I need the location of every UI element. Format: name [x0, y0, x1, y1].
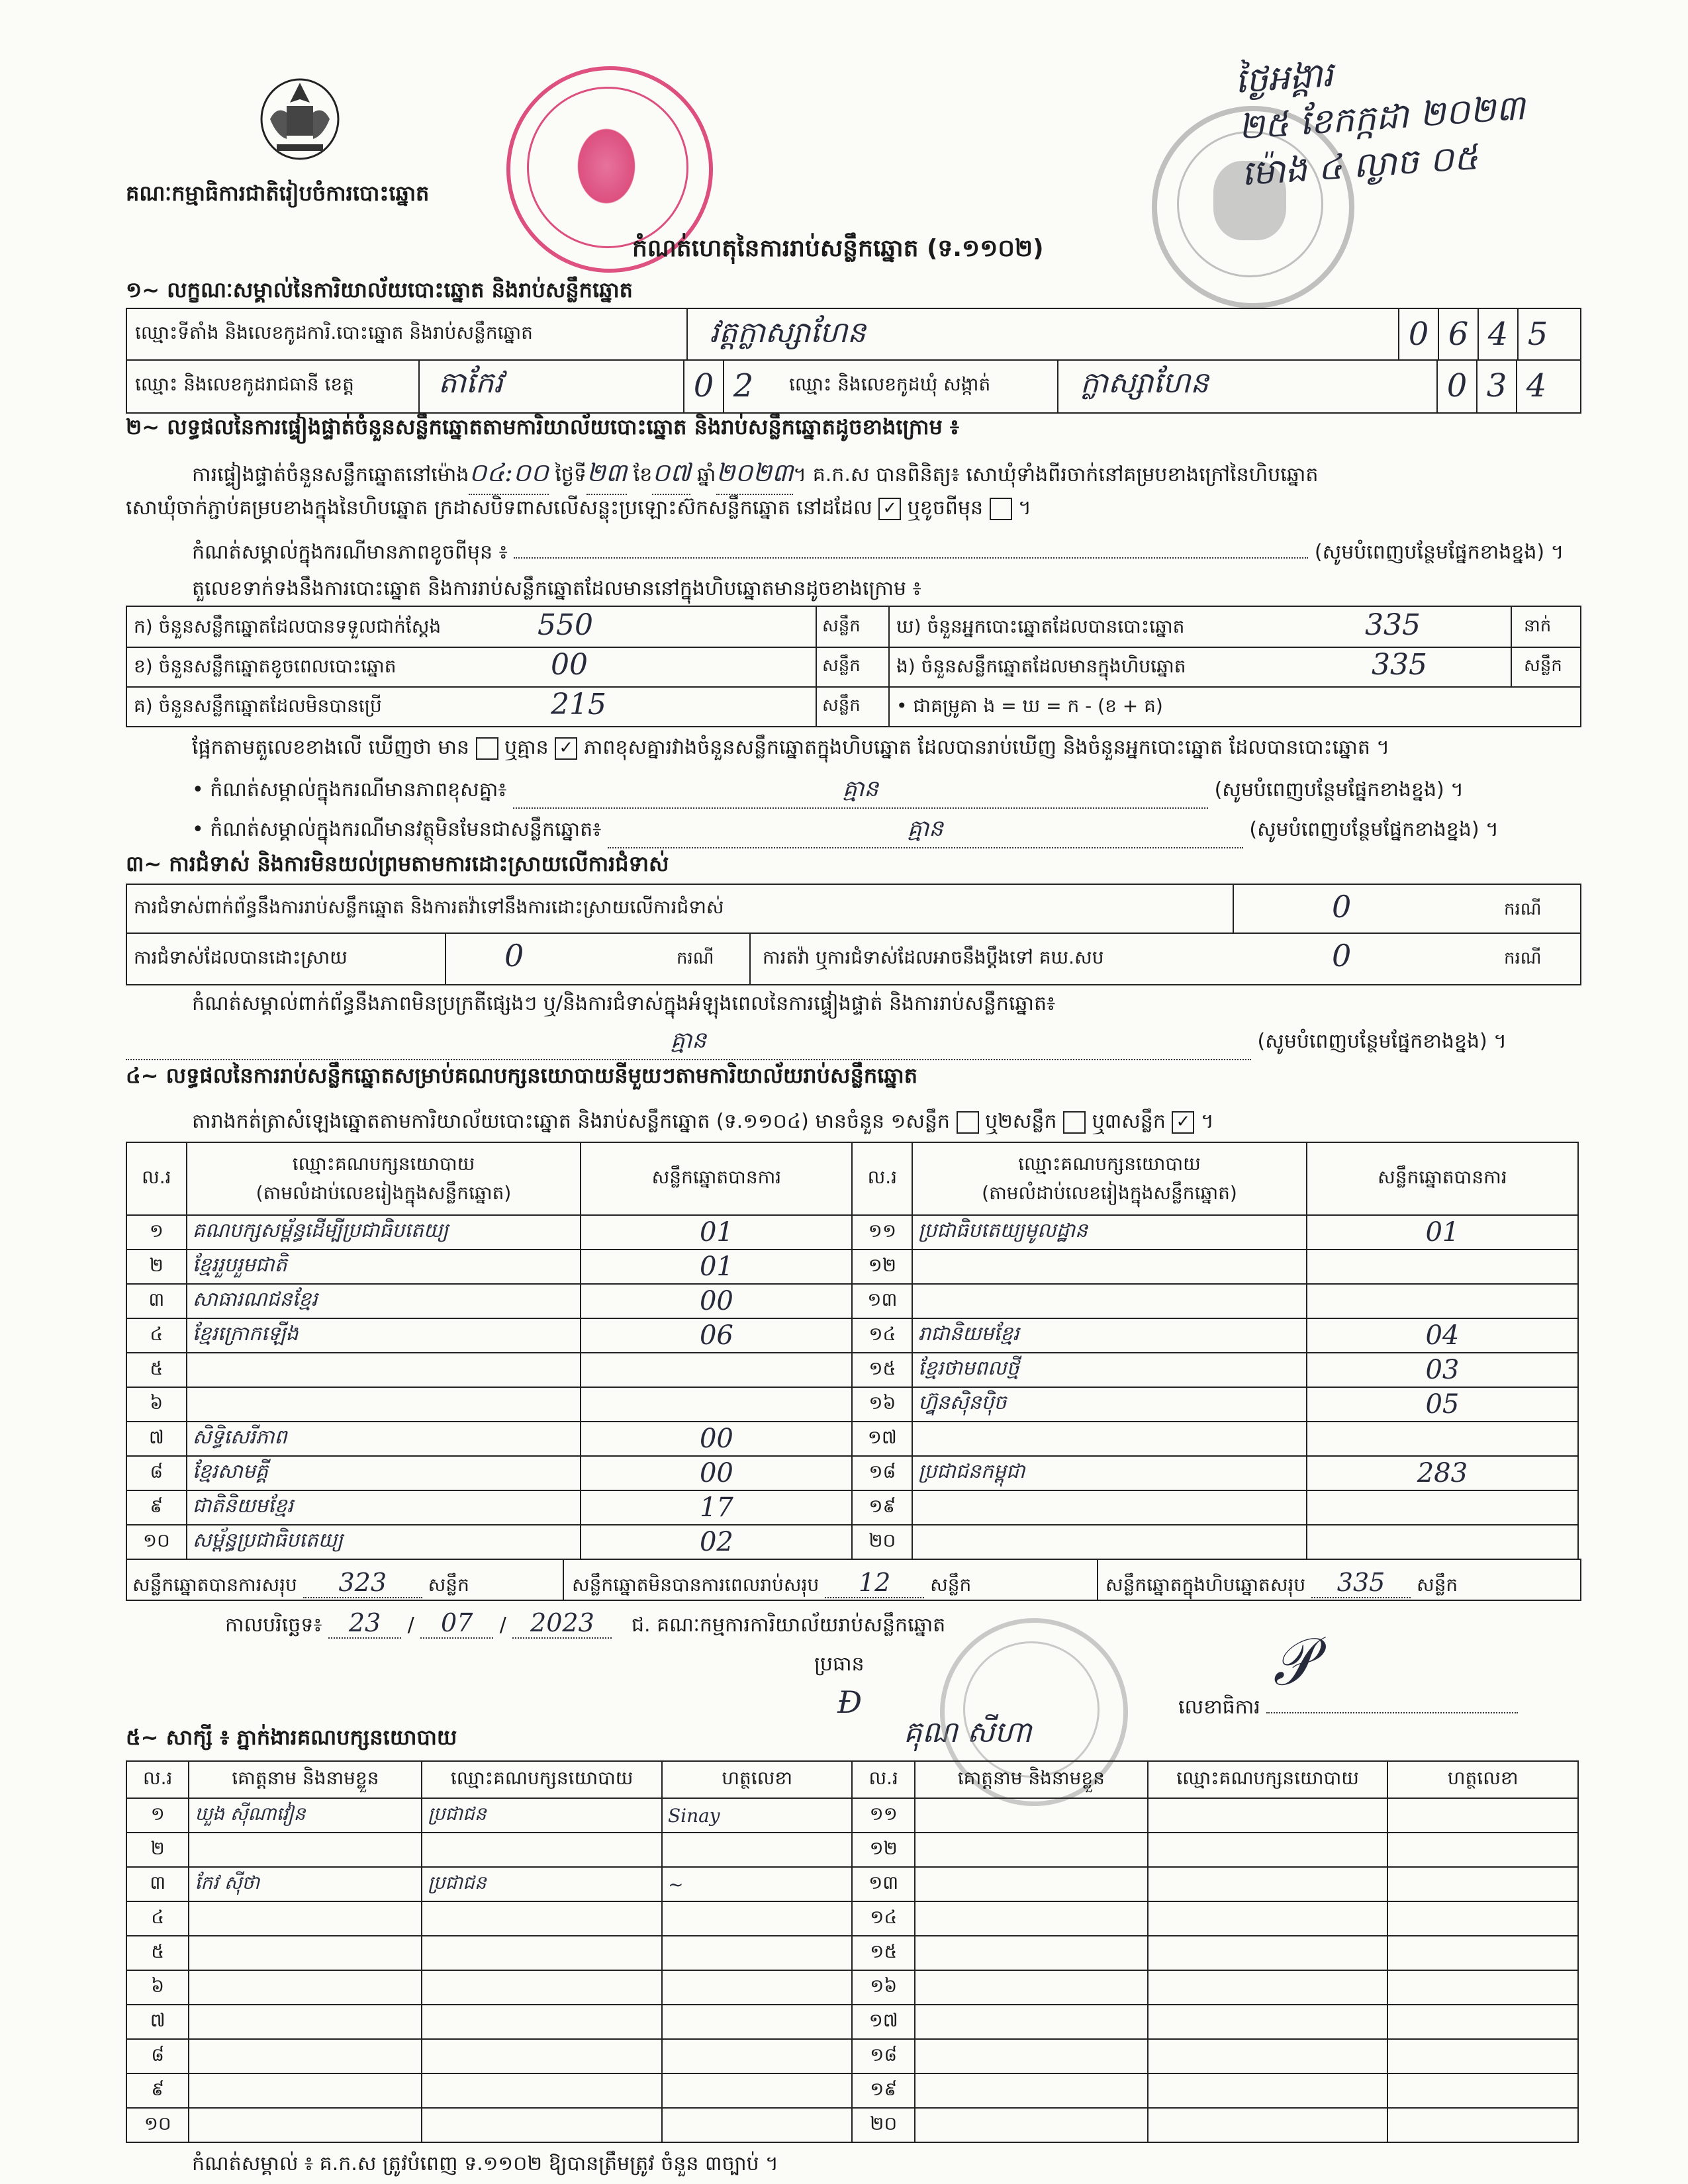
- time-value: ០៤:០០: [469, 457, 548, 495]
- col-party-left: ឈ្មោះគណបក្សនយោបាយ (តាមលំដាប់លេខរៀងក្នុងសន្លឹកឆ្នោត): [187, 1142, 581, 1215]
- one-sheet-checkbox[interactable]: [957, 1111, 979, 1134]
- witness-row: ៧ ១៧: [126, 2005, 1578, 2039]
- witness-row: ៤ ១៤: [126, 1901, 1578, 1936]
- president-label: ប្រធាន: [814, 1653, 865, 1676]
- unused-unit: សន្លឹក: [822, 696, 861, 715]
- appeal-value: 0: [1332, 938, 1352, 974]
- section1-box: [126, 308, 1581, 414]
- section5-title: ៥~ សាក្សី ៖ ភ្នាក់ងារគណបក្សនយោបាយ: [126, 1725, 457, 1750]
- commission-name: គណៈកម្មាធិការជាតិរៀបចំការបោះឆ្នោត: [126, 181, 430, 206]
- col-votes-right: សន្លឹកឆ្នោតបានការ: [1307, 1142, 1578, 1215]
- section2-title: ២~ លទ្ធផលនៃការផ្ទៀងផ្ទាត់ចំនួនសន្លឹកឆ្នោតតាមការិយាល័យបោះឆ្នោត និងរាប់សន្លឹកឆ្នោតដូចខាងក្រោម ៖: [126, 414, 959, 439]
- diff-note-line: • កំណត់សម្គាល់ក្នុងករណីមានភាពខុសគ្នា៖ គ្មាន (សូមបំពេញបន្ថែមផ្នែកខាងខ្នង) ។: [192, 774, 1575, 809]
- section4-title: ៤~ លទ្ធផលនៃការរាប់សន្លឹកឆ្នោតសម្រាប់គណបក្សនយោបាយនីមួយៗតាមការិយាល័យរាប់សន្លឹកឆ្នោត: [126, 1063, 918, 1088]
- secretary-line: លេខាធិការ: [1178, 1694, 1518, 1723]
- no-difference-checkbox[interactable]: ✓: [555, 737, 577, 760]
- section3-title: ៣~ ការជំទាស់ និងការមិនយល់ព្រមតាមការដោះស្រាយលើការជំទាស់: [126, 851, 669, 876]
- irregularity-note-line: គ្មាន (សូមបំពេញបន្ថែមផ្នែកខាងខ្នង) ។: [126, 1026, 1579, 1060]
- counts-intro: តួលេខទាក់ទងនឹងការបោះឆ្នោត និងការរាប់សន្លឹកឆ្នោតដែលមាននៅក្នុងហិបឆ្នោតមានដូចខាងក្រោម ៖: [192, 577, 921, 600]
- objections-label: ការជំទាស់ពាក់ព័ន្ធនឹងការរាប់សន្លឹកឆ្នោត និងការតវ៉ាទៅនឹងការដោះស្រាយលើការជំទាស់: [134, 896, 724, 918]
- intact-checkbox[interactable]: ✓: [878, 498, 901, 520]
- national-emblem-logo: [257, 66, 343, 165]
- totals-row: [126, 1559, 1581, 1601]
- col-no-right: ល.រ: [852, 1142, 912, 1215]
- spoiled-label: ខ) ចំនួនសន្លឹកឆ្នោតខូចពេលបោះឆ្នោត: [134, 655, 397, 677]
- party-results-table: [126, 1142, 1579, 1560]
- resolved-label: ការជំទាស់ដែលបានដោះស្រាយ: [134, 946, 348, 968]
- month-value: ០៧: [652, 457, 690, 495]
- corner-line-2: ២៥ ខែកក្កដា ២០២៣: [1237, 87, 1526, 148]
- table-row: ៥ ១៥ ខ្មែរថាមពលថ្មី 03: [126, 1353, 1578, 1387]
- table-row: ៩ ជាតិនិយមខ្មែរ 17 ១៩: [126, 1490, 1578, 1525]
- table-row: ១ គណបក្សសម្ព័ន្ធដើម្បីប្រជាធិបតេយ្យ 01 ១១ ប្រជាធិបតេយ្យមូលដ្ឋាន 01: [126, 1215, 1578, 1250]
- objections-value: 0: [1332, 889, 1352, 925]
- day-value: ២៣: [586, 457, 627, 495]
- witness-row: ៦ ១៦: [126, 1970, 1578, 2005]
- table-row: ៧ សិទ្ធិសេរីភាព 00 ១៧: [126, 1422, 1578, 1456]
- resolved-value: 0: [504, 938, 524, 974]
- difference-line: ផ្អែកតាមតួលេខខាងលើ ឃើញថា មាន ឬគ្មាន ✓ ភាពខុសគ្នារវាងចំនួនសន្លឹកឆ្នោតក្នុងហិបឆ្នោត ដែលបានរាប់ឃើញ និងចំនួនអ្នកបោះឆ្នោត ដែលបានបោះឆ្នោត ។: [192, 736, 1390, 759]
- witness-table: ល.រ គោត្តនាម និងនាមខ្លួន ឈ្មោះគណបក្សនយោបាយ ហត្ថលេខា ល.រ គោត្តនាម និងនាមខ្លួន ឈ្មោះគណបក្សនយោបាយ ហត្ថលេខា ១ ឃួង ស៊ីណាវៀន ប្រជាជន Sinay ១១ ២ ១២ ៣ កែវ ស៊ីថា ប្រជាជន ~ ១៣ ៤ ១៤ ៥ ១៥ ៦ ១៦ ៧ ១៧ ៨ ១៨ ៩ ១៩ ១០ ២០: [126, 1760, 1579, 2143]
- received-unit: សន្លឹក: [822, 616, 861, 636]
- witness-row: ៨ ១៨: [126, 2039, 1578, 2073]
- date-line: កាលបរិច្ឆេទ៖ 23 / 07 / 2023 ជ. គណៈកម្មការការិយាល័យរាប់សន្លឹកឆ្នោត: [225, 1608, 946, 1637]
- table-row: ៦ ១៦ ហ្វ៊ុនស៊ិនប៉ិច 05: [126, 1387, 1578, 1422]
- province-value: តាកែវ: [438, 366, 503, 400]
- resolved-unit: ករណី: [677, 948, 714, 968]
- verification-line-2: សោឃុំចាក់ភ្ជាប់គម្របខាងក្នុងនៃហិបឆ្នោត ក្រដាសបិទពាសលើសន្លុះប្រឡោះស៊កសន្លឹកឆ្នោត នៅដដែល ✓ ឬខូចពីមុន ។: [126, 496, 1031, 520]
- witness-row: ១ ឃួង ស៊ីណាវៀន ប្រជាជន Sinay ១១: [126, 1798, 1578, 1833]
- witness-row: ១០ ២០: [126, 2108, 1578, 2142]
- ballots-in-box-unit: សន្លឹក: [1524, 656, 1562, 676]
- appeal-unit: ករណី: [1504, 948, 1542, 968]
- col-no-left: ល.រ: [126, 1142, 187, 1215]
- commune-label: ឈ្មោះ និងលេខកូដឃុំ សង្កាត់: [789, 373, 991, 395]
- objections-table: [126, 884, 1581, 985]
- unused-value: 215: [551, 688, 606, 721]
- president-name: គុណ សីហា: [904, 1715, 1032, 1749]
- total-in-box: សន្លឹកឆ្នោតក្នុងហិបឆ្នោតសរុប 335 សន្លឹក: [1105, 1568, 1458, 1597]
- ballots-in-box-label: ង) ចំនួនសន្លឹកឆ្នោតដែលមានក្នុងហិបឆ្នោត: [896, 655, 1186, 677]
- has-difference-checkbox[interactable]: [476, 737, 498, 760]
- table-row: ៨ ខ្មែរសាមគ្គី 00 ១៨ ប្រជាជនកម្ពុជា 283: [126, 1456, 1578, 1490]
- received-label: ក) ចំនួនសន្លឹកឆ្នោតដែលបានទទួលជាក់ស្តែង: [134, 615, 442, 637]
- voters-label: ឃ) ចំនួនអ្នកបោះឆ្នោតដែលបានបោះឆ្នោត: [896, 615, 1185, 637]
- commune-code: 0 3 4: [1436, 359, 1556, 412]
- voters-unit: នាក់: [1524, 616, 1552, 636]
- total-invalid: សន្លឹកឆ្នោតមិនបានការពេលរាប់សរុប 12 សន្លឹក: [572, 1568, 972, 1597]
- witness-row: ២ ១២: [126, 1833, 1578, 1867]
- station-name-value: វត្តក្លាស្សាហែន: [710, 316, 866, 349]
- invalid-object-note-line: • កំណត់សម្គាល់ក្នុងករណីមានវត្ថុមិនមែនជាសន្លឹកឆ្នោត៖ គ្មាន (សូមបំពេញបន្ថែមផ្នែកខាងខ្នង) ។: [192, 814, 1575, 848]
- president-signature: Ð: [837, 1684, 863, 1720]
- spoiled-value: 00: [551, 648, 588, 682]
- counts-table: [126, 606, 1581, 727]
- formula-text: • ជាគម្រូគា ង = ឃ = ក - (ខ + គ): [896, 695, 1163, 717]
- appeal-label: ការតវ៉ា ឬការជំទាស់ដែលអាចនឹងប្តឹងទៅ គឃ.សប: [763, 946, 1104, 968]
- irregularity-note: កំណត់សម្គាល់ពាក់ព័ន្ធនឹងភាពមិនប្រក្រតីផ្សេងៗ ឬ/និងការជំទាស់ក្នុងអំឡុងពេលនៃការផ្ទៀងផ្ទាត់ និងការរាប់សន្លឹកឆ្នោត៖: [192, 992, 1056, 1015]
- two-sheet-checkbox[interactable]: [1063, 1111, 1086, 1134]
- commune-value: ក្លាស្សាហែន: [1080, 366, 1209, 400]
- station-label: ឈ្មោះទីតាំង និងលេខកូដការិ.បោះឆ្នោត និងរាប់សន្លឹកឆ្នោត: [135, 322, 533, 343]
- tally-sheets-line: តារាងកត់ត្រាសំឡេងឆ្នោតតាមការិយាល័យបោះឆ្នោត និងរាប់សន្លឹកឆ្នោត (ទ.១១០៤) មានចំនួន ១សន្លឹក ឬ២សន្លឹក ឬ៣សន្លឹក ✓ ។: [192, 1110, 1214, 1133]
- witness-row: ៣ កែវ ស៊ីថា ប្រជាជន ~ ១៣: [126, 1867, 1578, 1901]
- station-code: 0 6 4 5: [1398, 309, 1557, 359]
- table-row: ៣ សាធារណជនខ្មែរ 00 ១៣: [126, 1284, 1578, 1318]
- ballots-in-box-value: 335: [1372, 648, 1427, 682]
- objections-unit: ករណី: [1504, 899, 1542, 919]
- table-row: ២ ខ្មែររួបរួមជាតិ 01 ១២: [126, 1250, 1578, 1284]
- province-code: 0 2: [683, 359, 765, 412]
- unused-label: គ) ចំនួនសន្លឹកឆ្នោតដែលមិនបានប្រើ: [134, 695, 382, 717]
- verification-line-1: ការផ្ទៀងផ្ទាត់ចំនួនសន្លឹកឆ្នោតនៅម៉ោង០៤:០០ ថ្ងៃទី២៣ ខែ០៧ ឆ្នាំ២០២៣។ គ.ក.ស បានពិនិត្យ៖ សោឃុំទាំងពីរចាក់នៅគម្របខាងក្រៅនៃហិបឆ្នោត: [192, 457, 1318, 495]
- witness-row: ៥ ១៥: [126, 1936, 1578, 1970]
- corner-line-3: ម៉ោង ៤ ល្ងាច ០៥: [1240, 138, 1479, 194]
- total-valid: សន្លឹកឆ្នោតបានការសរុប 323 សន្លឹក: [132, 1568, 469, 1597]
- col-votes-left: សន្លឹកឆ្នោតបានការ: [581, 1142, 852, 1215]
- col-party-right: ឈ្មោះគណបក្សនយោបាយ (តាមលំដាប់លេខរៀងក្នុងសន្លឹកឆ្នោត): [912, 1142, 1307, 1215]
- witness-row: ៩ ១៩: [126, 2073, 1578, 2108]
- province-label: ឈ្មោះ និងលេខកូដរាជធានី ខេត្ត: [135, 373, 354, 395]
- table-row: ៤ ខ្មែរក្រោកឡើង 06 ១៤ រាជានិយមខ្មែរ 04: [126, 1318, 1578, 1353]
- footer-note: កំណត់សម្គាល់ ៖ គ.ក.ស ត្រូវបំពេញ ទ.១១០២ ឱ្យបានត្រឹមត្រូវ ចំនួន ៣ច្បាប់ ។: [192, 2152, 778, 2175]
- table-row: ១០ សម្ព័ន្ធប្រជាធិបតេយ្យ 02 ២០: [126, 1525, 1578, 1559]
- damage-note-line: កំណត់សម្គាល់ក្នុងករណីមានភាពខូចពីមុន ៖ (សូមបំពេញបន្ថែមផ្នែកខាងខ្នង) ។: [192, 541, 1564, 564]
- form-title: កំណត់ហេតុនៃការរាប់សន្លឹកឆ្នោត (ទ.១១០២): [632, 235, 1044, 262]
- received-value: 550: [538, 608, 593, 642]
- handwritten-corner-note: [1233, 34, 1586, 197]
- three-sheet-checkbox[interactable]: ✓: [1172, 1111, 1194, 1134]
- voters-value: 335: [1365, 608, 1421, 642]
- spoiled-unit: សន្លឹក: [822, 656, 861, 676]
- damaged-checkbox[interactable]: [990, 498, 1012, 520]
- year-value: ២០២៣: [716, 457, 794, 495]
- corner-line-1: ថ្ងៃអង្គារ: [1233, 55, 1335, 102]
- section1-title: ១~ លក្ខណៈសម្គាល់នៃការិយាល័យបោះឆ្នោត និងរាប់សន្លឹកឆ្នោត: [126, 277, 633, 302]
- secretary-signature: 𝒫: [1266, 1625, 1319, 1701]
